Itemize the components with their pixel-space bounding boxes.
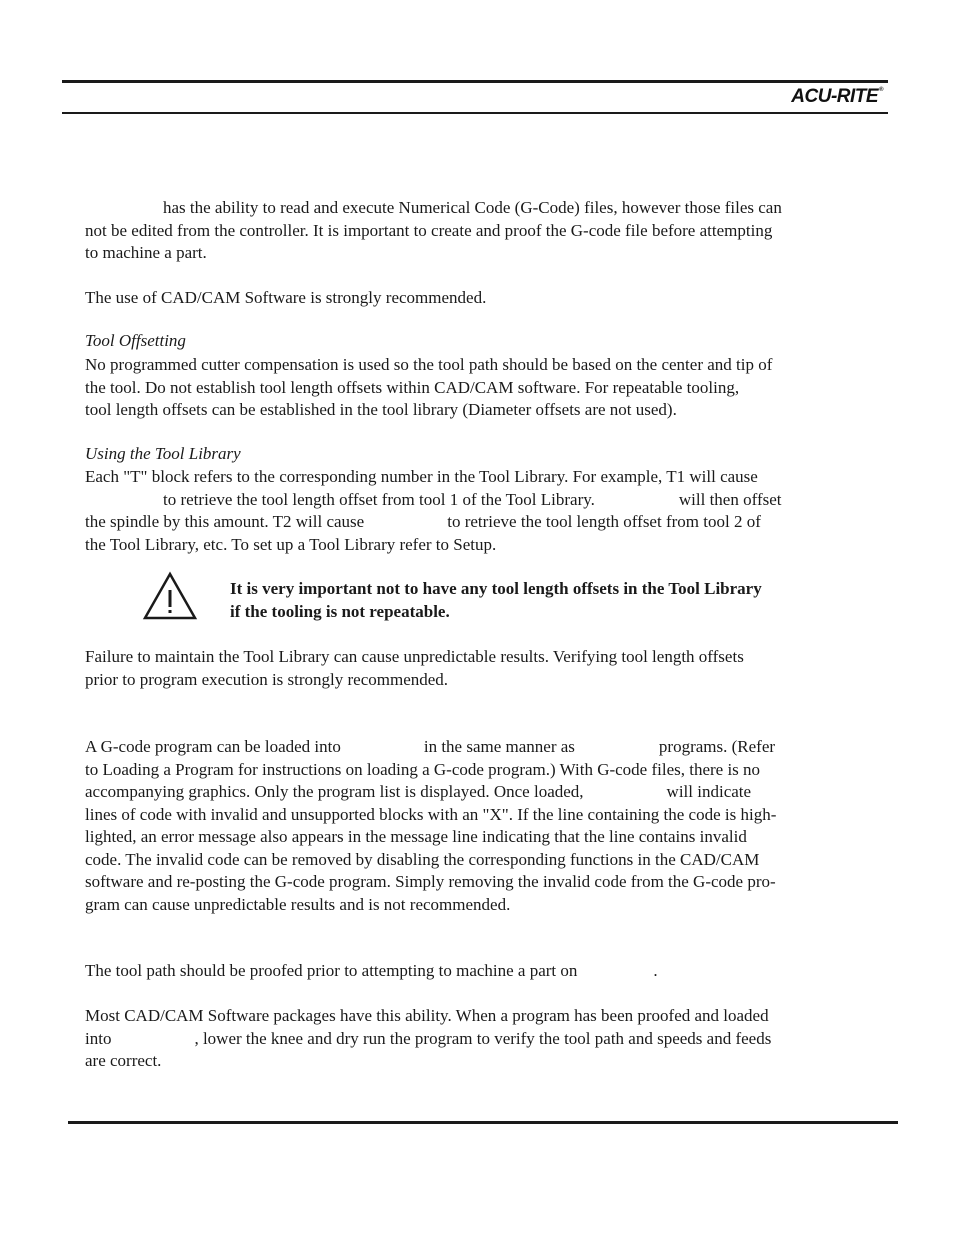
tool-offsetting-paragraph [85, 354, 875, 422]
loading-line-1: A G-code program can be loaded into in the same manner as programs. (Refer [85, 737, 776, 756]
tool-library-line-1: Each "T" block refers to the corresponding number in the Tool Library. For example, T1 will cause [85, 467, 758, 486]
loading-line-4: lines of code with invalid and unsupported blocks with an "X". If the line containing the code is high- [85, 804, 777, 824]
dryrun-line-2: into , lower the knee and dry run the program to verify the tool path and speeds and feeds [85, 1028, 772, 1048]
proofing-paragraph [85, 960, 875, 983]
dryrun-line-1: Most CAD/CAM Software packages have this ability. When a program has been proofed and loaded [85, 1006, 769, 1025]
failure-line-1: Failure to maintain the Tool Library can cause unpredictable results. Verifying tool length offsets [85, 647, 744, 666]
tool-library-line-3: the spindle by this amount. T2 will cause to retrieve the tool length offset from tool 2 of [85, 512, 761, 531]
header-rule-top [62, 80, 888, 83]
failure-paragraph [85, 646, 875, 691]
warning-triangle-icon [141, 570, 199, 622]
warning-line-1: It is very important not to have any tool length offsets in the Tool Library [230, 579, 762, 598]
intro-line-2: not be edited from the controller. It is important to create and proof the G-code file before attempting [85, 220, 773, 240]
warning-message [230, 577, 762, 623]
dryrun-line-3: are correct. [85, 1051, 162, 1070]
tool-library-heading: Using the Tool Library [85, 444, 241, 463]
warning-line-2: if the tooling is not repeatable. [230, 602, 450, 621]
loading-line-2: to Loading a Program for instructions on loading a G-code program.) With G-code files, there is no [85, 759, 761, 779]
acu-rite-logo: ACU-RITE® [791, 86, 883, 107]
failure-line-2: prior to program execution is strongly recommended. [85, 669, 449, 689]
tool-library-line-2: to retrieve the tool length offset from tool 1 of the Tool Library. will then offset [163, 489, 782, 509]
intro-paragraph [85, 197, 875, 265]
tool-offsetting-line-2: the tool. Do not establish tool length offsets within CAD/CAM software. For repeatable tooling, [85, 377, 740, 397]
proofing-line-1: The tool path should be proofed prior to attempting to machine a part on . [85, 961, 658, 980]
loading-line-3: accompanying graphics. Only the program list is displayed. Once loaded, will indicate [85, 782, 752, 801]
tool-library-paragraph [85, 466, 875, 556]
cadcam-note: The use of CAD/CAM Software is strongly recommended. [85, 288, 487, 307]
tool-offsetting-line-1: No programmed cutter compensation is used so the tool path should be based on the center and tip of [85, 355, 773, 374]
dryrun-paragraph [85, 1005, 875, 1073]
tool-offsetting-line-3: tool length offsets can be established in the tool library (Diameter offsets are not used). [85, 400, 677, 419]
loading-paragraph [85, 736, 875, 916]
loading-line-5: lighted, an error message also appears in the message line indicating that the line contains invalid [85, 827, 747, 846]
footer-rule [68, 1121, 898, 1124]
tool-library-line-4: the Tool Library, etc. To set up a Tool Library refer to Setup. [85, 534, 497, 554]
loading-line-7: software and re-posting the G-code program. Simply removing the invalid code from the G-code pro- [85, 872, 776, 891]
loading-line-6: code. The invalid code can be removed by disabling the corresponding functions in the CAD/CAM [85, 849, 760, 869]
tool-offsetting-heading: Tool Offsetting [85, 331, 186, 350]
header-rule-bottom [62, 112, 888, 114]
intro-line-1: has the ability to read and execute Numerical Code (G-Code) files, however those files can [163, 198, 782, 217]
intro-line-3: to machine a part. [85, 243, 207, 262]
loading-line-8: gram can cause unpredictable results and is not recommended. [85, 894, 511, 914]
